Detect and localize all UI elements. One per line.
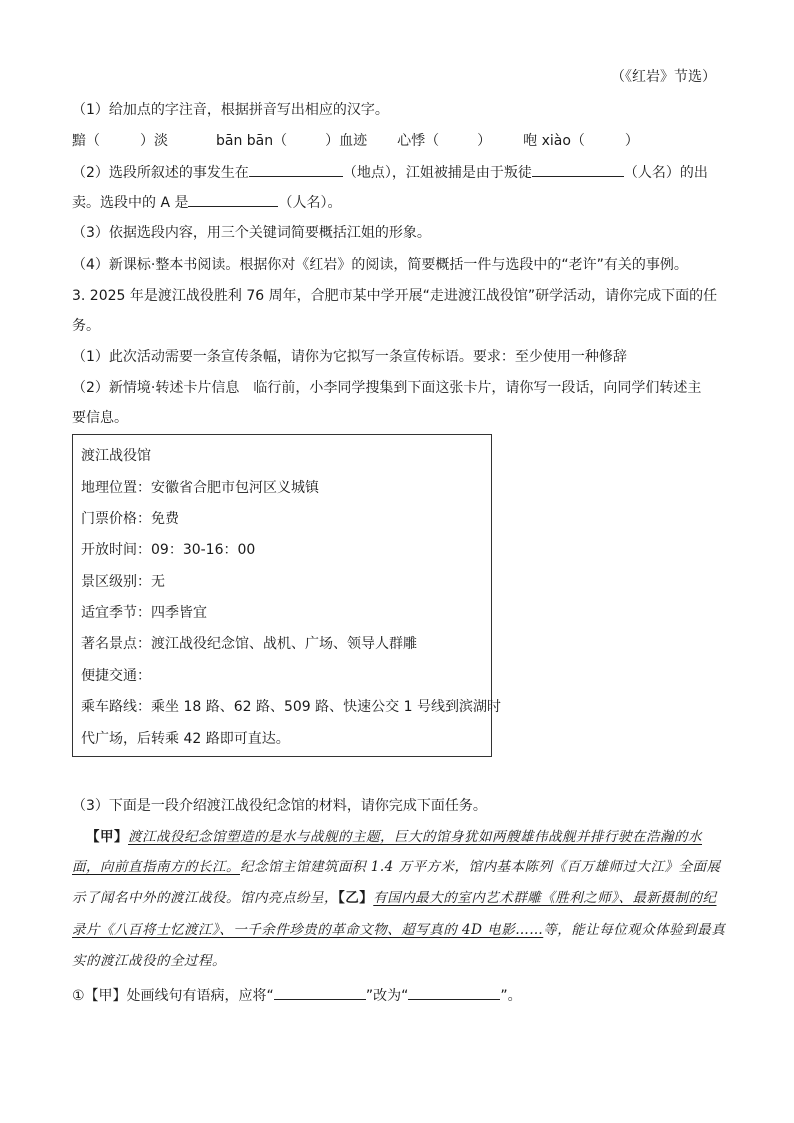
q2-line-1: （2）选段所叙述的事发生在 （地点），江姐被捕是由于叛徒 （人名）的出	[72, 161, 708, 183]
q1-item-3: 心悸（ ）	[397, 133, 492, 149]
passage-line-3: 示了闻名中外的渡江战役。馆内亮点纷呈，【乙】有国内最大的室内艺术群雕《胜利之师》、最新摄制的纪	[72, 890, 717, 906]
answer-blank-a-name[interactable]	[188, 191, 278, 207]
passage-line-5: 实的渡江战役的全过程。	[72, 953, 226, 969]
task3-sub2-a: （2）新情境·转述卡片信息 临行前，小李同学搜集到下面这张卡片，请你写一段话，向同学们转述主	[72, 380, 702, 396]
passage-line-4: 录片《八百将士忆渡江》、一千余件珍贵的革命文物、超写真的 4D 电影……等，能让每位观众体验到最真	[72, 922, 726, 938]
answer-blank-revised[interactable]	[408, 984, 500, 1000]
q1-item-2: bān bān（ ）血迹	[216, 133, 368, 149]
task3-sub2-b: 要信息。	[72, 410, 128, 426]
card-hours: 开放时间：09：30-16：00	[81, 542, 256, 558]
card-ticket: 门票价格：免费	[81, 511, 179, 527]
answer-blank-traitor[interactable]	[532, 161, 624, 177]
q1-prompt: （1）给加点的字注音，根据拼音写出相应的汉字。	[72, 102, 389, 118]
final-question: ①【甲】处画线句有语病，应将“ ”改为“ ”。	[72, 984, 522, 1006]
card-spots: 著名景点：渡江战役纪念馆、战机、广场、领导人群雕	[81, 636, 417, 652]
info-card	[72, 434, 501, 757]
card-route-1: 乘车路线：乘坐 18 路、62 路、509 路、快速公交 1 号线到滨湖时	[81, 699, 501, 715]
source-note: （《红岩》节选）	[611, 69, 716, 85]
card-transport: 便捷交通：	[81, 668, 151, 684]
jia-label: 【甲】	[86, 829, 128, 845]
passage-line-2: 面，向前直指南方的长江。纪念馆主馆建筑面积 1.4 万平方米，馆内基本陈列《百万雄师过大江》全面展	[72, 859, 721, 875]
task3-line-2: 务。	[72, 318, 100, 334]
card-location: 地理位置：安徽省合肥市包河区义城镇	[81, 480, 319, 496]
card-season: 适宜季节：四季皆宜	[81, 605, 207, 621]
q1-item-1: 黯（ ）淡	[72, 133, 168, 149]
q4-prompt: （4）新课标·整本书阅读。根据你对《红岩》的阅读，简要概括一件与选段中的“老许”有关的事例。	[72, 257, 688, 273]
q1-items	[72, 131, 639, 151]
yi-label: 【乙】	[338, 890, 374, 906]
answer-blank-original[interactable]	[274, 984, 366, 1000]
q2-line-2: 卖。选段中的 A 是 （人名）。	[72, 191, 341, 213]
answer-blank-location[interactable]	[249, 161, 343, 177]
passage-line-1: 【甲】渡江战役纪念馆塑造的是水与战舰的主题，巨大的馆身犹如两艘雄伟战舰并排行驶在浩瀚的水	[86, 829, 702, 845]
card-title: 渡江战役馆	[81, 448, 151, 464]
q1-item-4: 咆 xiào（ ）	[523, 133, 639, 149]
task3-sub1: （1）此次活动需要一条宣传条幅，请你为它拟写一条宣传标语。要求：至少使用一种修辞	[72, 349, 627, 365]
sub3-prompt: （3）下面是一段介绍渡江战役纪念馆的材料，请你完成下面任务。	[72, 798, 487, 814]
task3-line-1: 3. 2025 年是渡江战役胜利 76 周年，合肥市某中学开展“走进渡江战役馆”研学活动，请你完成下面的任	[72, 288, 718, 304]
q3-prompt: （3）依据选段内容，用三个关键词简要概括江姐的形象。	[72, 225, 431, 241]
card-route-2: 代广场，后转乘 42 路即可直达。	[81, 731, 290, 747]
card-level: 景区级别：无	[81, 574, 165, 590]
